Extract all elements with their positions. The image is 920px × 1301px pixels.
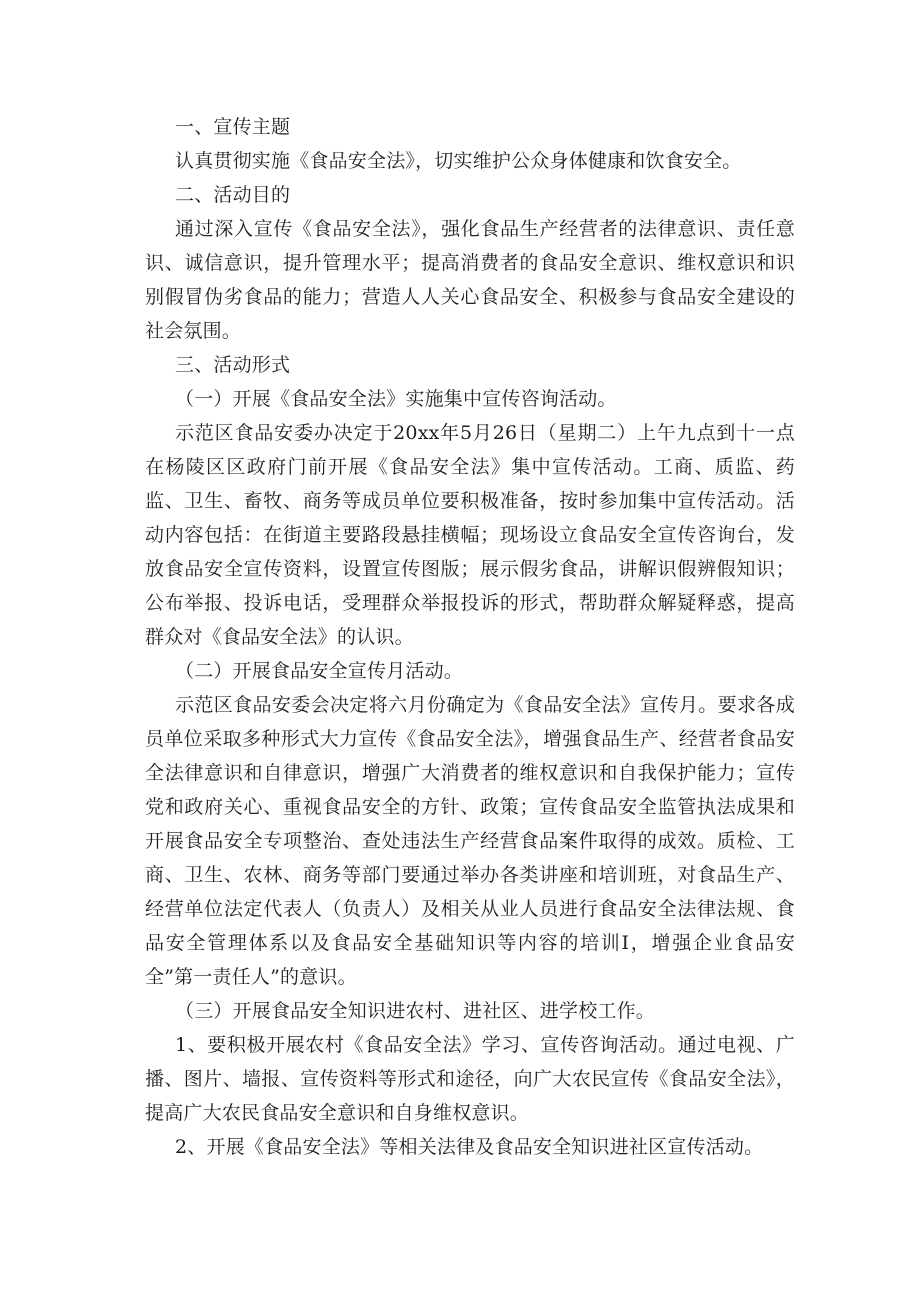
subheading-outreach: （三）开展食品安全知识进农村、进社区、进学校工作。 bbox=[175, 1000, 656, 1022]
document-body bbox=[145, 110, 795, 1164]
section-heading-forms: 三、活动形式 bbox=[175, 354, 291, 376]
section-heading-purpose: 二、活动目的 bbox=[175, 184, 291, 206]
paragraph-purpose: 通过深入宣传《食品安全法》，强化食品生产经营者的法律意识、责任意识、诚信意识，提升管理水平；提高消费者的食品安全意识、维权意识和识别假冒伪劣食品的能力；营造人人关心食品安全、积极参与食品安全建设的社会氛围。 bbox=[145, 218, 795, 342]
list-item-community: 2、开展《食品安全法》等相关法律及食品安全知识进社区宣传活动。 bbox=[175, 1136, 764, 1158]
paragraph-concentrated-campaign: 示范区食品安委办决定于20xx年5月26日（星期二）上午九点到十一点在杨陵区区政府门前开展《食品安全法》集中宣传活动。工商、质监、药监、卫生、畜牧、商务等成员单位要积极准备，按时参加集中宣传活动。活动内容包括：在街道主要路段悬挂横幅；现场设立食品安全宣传咨询台，发放食品安全宣传资料，设置宣传图版；展示假劣食品，讲解识假辨假知识；公布举报、投诉电话，受理群众举报投诉的形式，帮助群众解疑释惑，提高群众对《食品安全法》的认识。 bbox=[145, 422, 795, 648]
paragraph-publicity-month: 示范区食品安委会决定将六月份确定为《食品安全法》宣传月。要求各成员单位采取多种形式大力宣传《食品安全法》，增强食品生产、经营者食品安全法律意识和自律意识，增强广大消费者的维权意识和自我保护能力；宣传党和政府关心、重视食品安全的方针、政策；宣传食品安全监管执法成果和开展食品安全专项整治、查处违法生产经营食品案件取得的成效。质检、工商、卫生、农林、商务等部门要通过举办各类讲座和培训班，对食品生产、经营单位法定代表人（负责人）及相关从业人员进行食品安全法律法规、食品安全管理体系以及食品安全基础知识等内容的培训I，增强企业食品安全”第一责任人”的意识。 bbox=[145, 694, 795, 988]
list-item-rural: 1、要积极开展农村《食品安全法》学习、宣传咨询活动。通过电视、广播、图片、墙报、宣传资料等形式和途径，向广大农民宣传《食品安全法》，提高广大农民食品安全意识和自身维权意识。 bbox=[145, 1034, 795, 1124]
section-heading-theme: 一、宣传主题 bbox=[175, 116, 291, 138]
subheading-concentrated-campaign: （一）开展《食品安全法》实施集中宣传咨询活动。 bbox=[175, 388, 617, 410]
paragraph-theme: 认真贯彻实施《食品安全法》，切实维护公众身体健康和饮食安全。 bbox=[175, 150, 742, 172]
subheading-publicity-month: （二）开展食品安全宣传月活动。 bbox=[175, 660, 464, 682]
